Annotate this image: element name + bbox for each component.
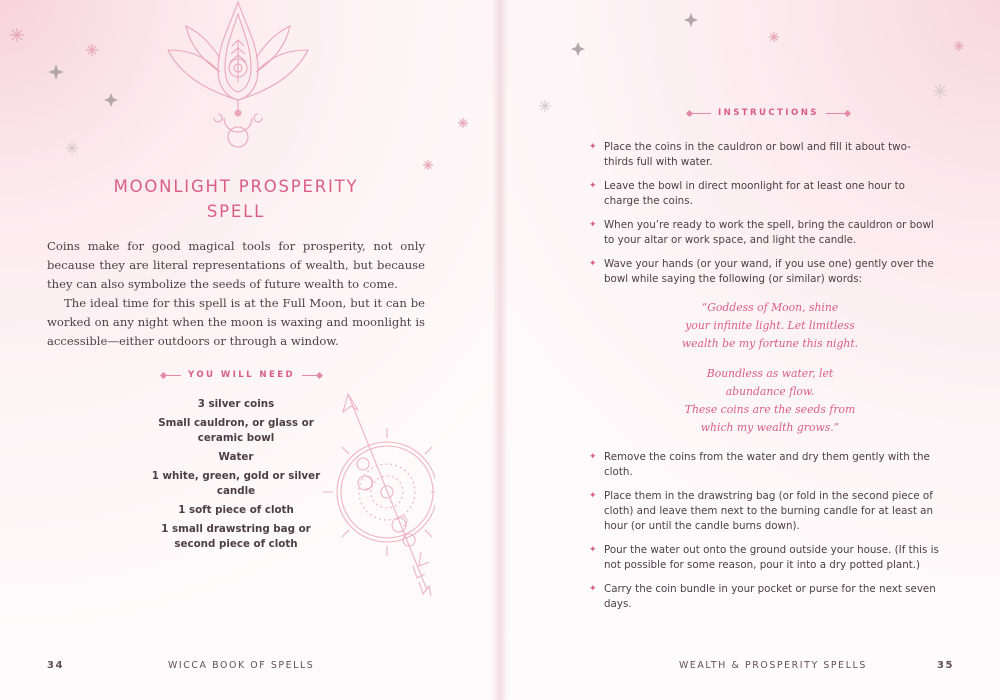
heading-rule — [302, 375, 320, 376]
ingredients-list — [150, 397, 322, 556]
instructions-list — [589, 140, 939, 296]
chant-line: “Goddess of Moon, shine — [701, 301, 839, 314]
lotus-moon-ornament-icon — [158, 0, 318, 160]
page-number: 34 — [47, 660, 65, 671]
instruction-step: ✦ Wave your hands (or your wand, if you use one) gently over the bowl while saying the following (or similar) words: — [589, 258, 934, 285]
running-head: WICCA BOOK OF SPELLS — [168, 660, 315, 671]
instructions-label: INSTRUCTIONS — [718, 108, 819, 118]
book-gutter — [492, 0, 508, 700]
instruction-step: ✦ When you’re ready to work the spell, bring the cauldron or bowl to your altar or work space, and light the candle. — [589, 219, 934, 246]
chant-stanza-2 — [620, 365, 920, 437]
moon-phase-arrow-icon — [305, 380, 435, 610]
chant-line: wealth be my fortune this night. — [681, 337, 859, 350]
chant-stanza-1 — [620, 299, 920, 353]
running-head: WEALTH & PROSPERITY SPELLS — [679, 660, 867, 671]
bullet-star-icon: ✦ — [589, 142, 597, 152]
instructions-heading — [689, 108, 848, 118]
ingredient-item: Water — [218, 451, 254, 463]
bullet-star-icon: ✦ — [589, 220, 597, 230]
bullet-star-icon: ✦ — [589, 452, 597, 462]
intro-text — [47, 237, 425, 351]
chant-line: Boundless as water, let — [706, 367, 834, 380]
bullet-star-icon: ✦ — [589, 259, 597, 269]
bullet-star-icon: ✦ — [589, 181, 597, 191]
heading-rule — [689, 113, 711, 114]
spell-title-line-2: SPELL — [206, 202, 266, 221]
ingredient-item: 1 soft piece of cloth — [178, 504, 294, 516]
spell-title — [60, 174, 412, 224]
ingredient-item: 1 small drawstring bag or second piece of cloth — [161, 523, 311, 550]
chant-line: your infinite light. Let limitless — [685, 319, 855, 332]
spell-title-line-1: MOONLIGHT PROSPERITY — [113, 177, 359, 196]
you-will-need-heading — [163, 370, 320, 380]
intro-paragraph: Coins make for good magical tools for prosperity, not only because they are literal representations of wealth, but because they can also symbolize the seeds of future wealth to come. — [47, 239, 425, 291]
instruction-step: ✦ Place the coins in the cauldron or bowl and fill it about two-thirds full with water. — [589, 141, 911, 168]
chant-line: These coins are the seeds from — [684, 403, 856, 416]
bullet-star-icon: ✦ — [589, 584, 597, 594]
bullet-star-icon: ✦ — [589, 491, 597, 501]
bullet-star-icon: ✦ — [589, 545, 597, 555]
instruction-step: ✦ Leave the bowl in direct moonlight for at least one hour to charge the coins. — [589, 180, 905, 207]
instruction-step: ✦ Pour the water out onto the ground outside your house. (If this is not possible for some reason, pour it into a dry potted plant.) — [589, 544, 939, 571]
heading-rule — [163, 375, 181, 376]
page-number: 35 — [937, 660, 955, 671]
ingredient-item: 3 silver coins — [197, 398, 275, 410]
heading-rule — [826, 113, 848, 114]
chant-line: abundance flow. — [725, 385, 815, 398]
instruction-step: ✦ Carry the coin bundle in your pocket or purse for the next seven days. — [589, 583, 936, 610]
instruction-step: ✦ Place them in the drawstring bag (or fold in the second piece of cloth) and leave them next to the burning candle for at least an hour (or until the candle burns down). — [589, 490, 934, 532]
chant-line: which my wealth grows.” — [700, 421, 840, 434]
instructions-list-continued — [589, 450, 939, 621]
intro-paragraph: The ideal time for this spell is at the Full Moon, but it can be worked on any night when the moon is waxing and moonlight is accessible—either outdoors or through a window. — [47, 296, 425, 348]
ingredient-item: 1 white, green, gold or silver candle — [151, 470, 321, 497]
ingredient-item: Small cauldron, or glass or ceramic bowl — [158, 417, 314, 444]
you-will-need-label: YOU WILL NEED — [188, 370, 296, 380]
instruction-step: ✦ Remove the coins from the water and dry them gently with the cloth. — [589, 451, 930, 478]
